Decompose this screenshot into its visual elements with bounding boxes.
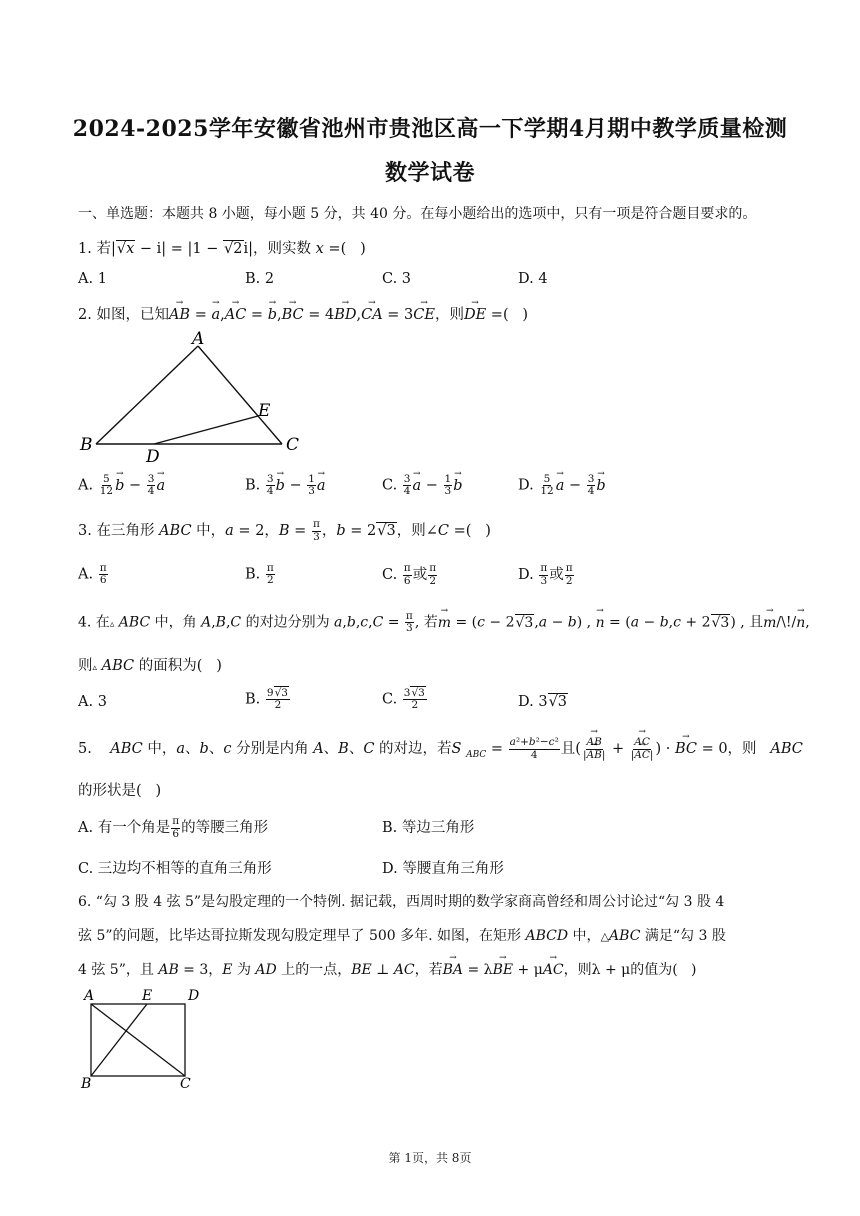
label-d: D (188, 988, 200, 1004)
label-a: A (84, 988, 95, 1004)
label-b: B (81, 1076, 92, 1092)
q2-option-b[interactable]: B. $\frac{3}{4}$ → b − $\frac{1}{3}$ → a (245, 474, 326, 497)
q2-option-d[interactable]: D. $\frac{5}{12}$ → a − $\frac{3}{4}$ → b (518, 474, 606, 497)
label-a: A (192, 329, 205, 349)
q1-option-d[interactable]: D. 4 (518, 271, 548, 287)
q1-option-b[interactable]: B. 2 (245, 271, 275, 287)
question-5-cont: 的形状是( ) (78, 783, 162, 799)
q4-option-c[interactable]: C. $\frac{3√3}{2}$ (382, 687, 425, 712)
label-e: E (258, 401, 271, 421)
q1-option-c[interactable]: C. 3 (382, 271, 412, 287)
question-6-line-2: 弦 5”的问题，比毕达哥拉斯发现勾股定理早了 500 多年. 如图，在矩形 ABCD 中，△ABC 满足“勾 3 股 (78, 928, 726, 944)
question-4: 4. 在▵ ABC 中，角 A,B,C 的对边分别为 a,b,c,C = $\frac{\pi}{3}$ , 若→ m = (c − 2√3,a − b) , → n = (a − b,c + 2√3) , 且→ m/\!/→ n, (78, 611, 810, 634)
q4-option-d[interactable]: D. 3√3 (518, 694, 568, 710)
q2-option-a[interactable]: A. $\frac{5}{12}$ → b − $\frac{3}{4}$ → a (78, 474, 165, 497)
label-b: B (80, 435, 93, 455)
q5-option-c[interactable]: C. 三边均不相等的直角三角形 (78, 861, 272, 877)
title-line-2: 数学试卷 (384, 160, 475, 186)
question-4-cont: 则▵ ABC 的面积为( ) (78, 658, 222, 674)
q5-option-d[interactable]: D. 等腰直角三角形 (382, 861, 504, 877)
question-3: 3. 在三角形 ABC 中，a = 2，B = $\frac{\pi}{3}$ ，b = 2√3，则∠C =( ) (78, 518, 491, 543)
question-1: 1. 若|√x − i| = |1 − √2i|，则实数 x =( ) (78, 241, 366, 257)
q3-option-b[interactable]: B. $\frac{\pi}{2}$ (245, 562, 274, 587)
question-2: 2. 如图，已知→ AB = → a,→ AC = → b,→ BC = 4→ BD,→ CA = 3→ CE，则→ DE =( ) (78, 303, 528, 324)
q4-option-a[interactable]: A. 3 (78, 694, 107, 710)
q3-option-d[interactable]: D. $\frac{\pi}{3}$ 或 $\frac{\pi}{2}$ (518, 562, 573, 587)
question-6-line-3: 4 弦 5”，且 AB = 3，E 为 AD 上的一点，BE ⊥ AC，若→ BA = λ→ BE + μ→ AC，则λ + μ的值为( ) (78, 959, 697, 979)
q1-option-a[interactable]: A. 1 (78, 271, 107, 287)
label-e: E (142, 988, 153, 1004)
page-footer: 第 1页，共 8页 (388, 1151, 472, 1165)
q3-option-a[interactable]: A. $\frac{\pi}{6}$ (78, 562, 107, 587)
q3-option-c[interactable]: C. $\frac{\pi}{6}$ 或 $\frac{\pi}{2}$ (382, 562, 437, 587)
label-c: C (286, 435, 300, 455)
section-heading: 一、单选题：本题共 8 小题，每小题 5 分，共 40 分。在每小题给出的选项中，只有一项是符合题目要求的。 (78, 206, 757, 222)
q5-option-a[interactable]: A. 有一个角是 $\frac{\pi}{6}$ 的等腰三角形 (78, 815, 269, 840)
rectangle-figure (76, 984, 216, 1094)
label-d: D (146, 447, 160, 467)
triangle-figure (70, 328, 310, 468)
q2-option-c[interactable]: C. $\frac{3}{4}$ → a − $\frac{1}{3}$ → b (382, 474, 463, 497)
label-c: C (180, 1076, 191, 1092)
question-5: 5. ABC 中，a、b、c 分别是内角 A、B、C 的对边，若S $_{ABC}$ = $\frac{\text{a²+b²−c²}}{4}$ 且( → $\frac{AB}{|\to AB|}$ + → $\frac{AC}{|\to AC|}$ ) · → BC = 0，则 ABC (78, 737, 803, 761)
q5-option-b[interactable]: B. 等边三角形 (382, 820, 475, 836)
title-line-1: 2024-2025学年安徽省池州市贵池区高一下学期4月期中教学质量检测 (72, 116, 788, 142)
q4-option-b[interactable]: B. $\frac{9√3}{2}$ (245, 687, 288, 712)
question-6-line-1: 6. “勾 3 股 4 弦 5”是勾股定理的一个特例. 据记载，西周时期的数学家商高曾经和周公讨论过“勾 3 股 4 (78, 894, 725, 910)
